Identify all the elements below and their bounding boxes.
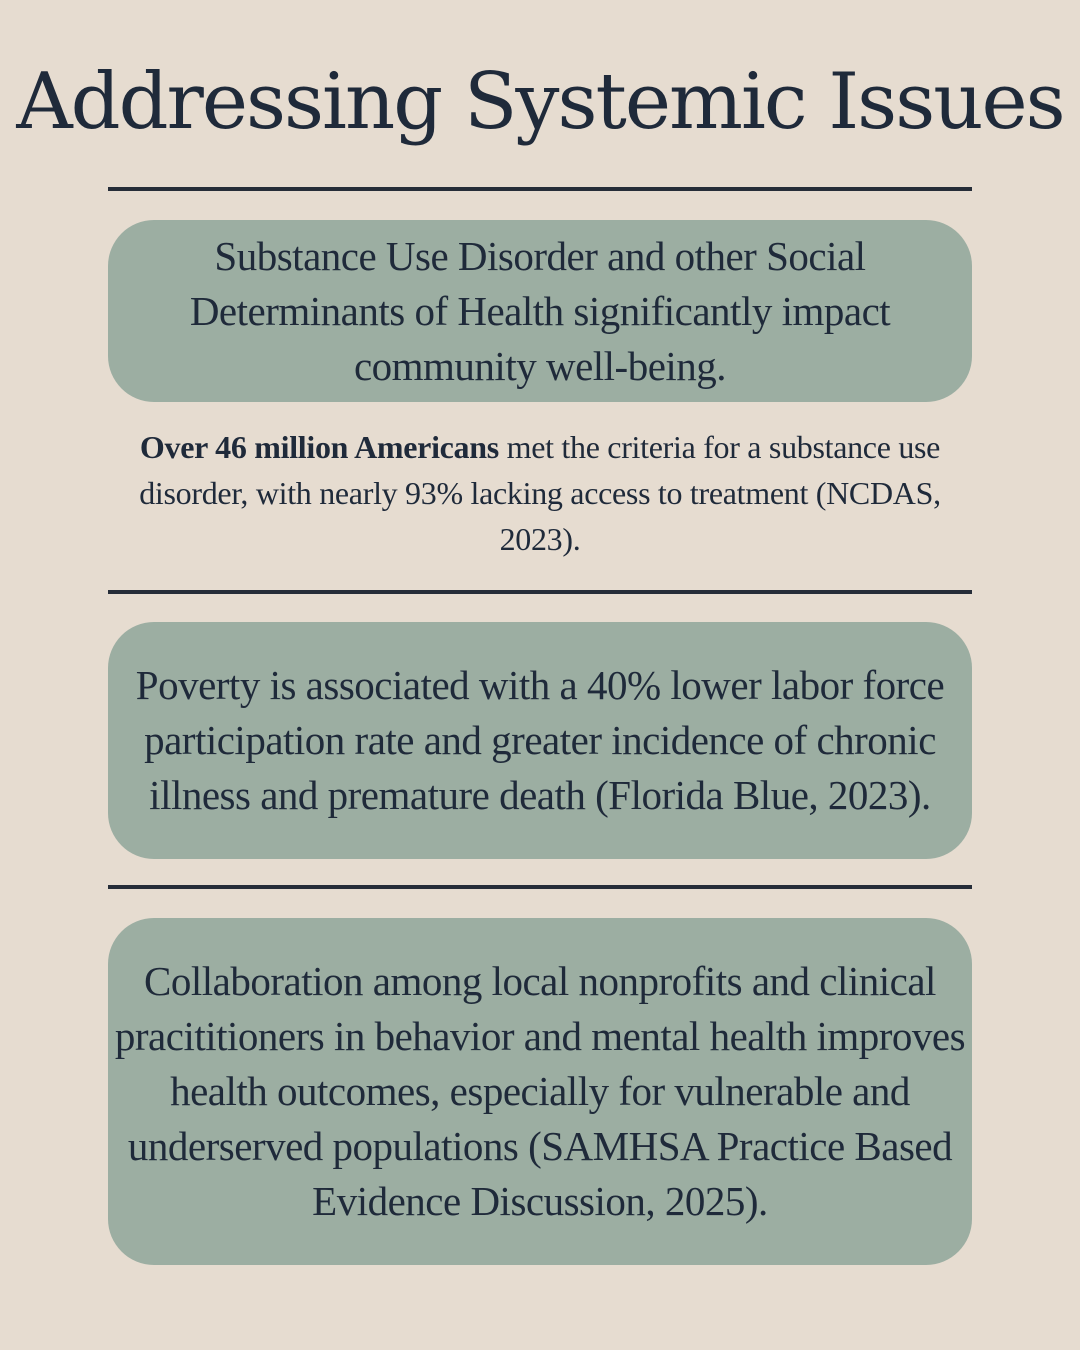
card-poverty bbox=[108, 622, 972, 859]
page-title: Addressing Systemic Issues bbox=[16, 57, 1064, 147]
stat-rest: met the criteria for a substance use disorder, with nearly 93% lacking access to treatment (NCDAS, 2023). bbox=[139, 429, 941, 557]
card-poverty-text: Poverty is associated with a 40% lower labor force participation rate and greater incidence of chronic illness and premature death (Florida Blue, 2023). bbox=[135, 662, 945, 818]
card-substance-use-text: Substance Use Disorder and other Social Determinants of Health significantly impact community well-being. bbox=[189, 232, 891, 389]
card-substance-use bbox=[108, 220, 972, 402]
divider-bottom bbox=[108, 885, 972, 889]
divider-top bbox=[108, 187, 972, 191]
stat-highlight: Over 46 million Americans bbox=[139, 429, 499, 465]
stat-paragraph bbox=[108, 424, 972, 562]
divider-middle bbox=[108, 590, 972, 594]
card-collaboration-text: Collaboration among local nonprofits and clinical pracititioners in behavior and mental health improves health outcomes, especially for vulnerable and underserved populations (SAMHSA Practice Based Evidence Discussion, 2025). bbox=[114, 958, 966, 1224]
card-collaboration bbox=[108, 918, 972, 1265]
